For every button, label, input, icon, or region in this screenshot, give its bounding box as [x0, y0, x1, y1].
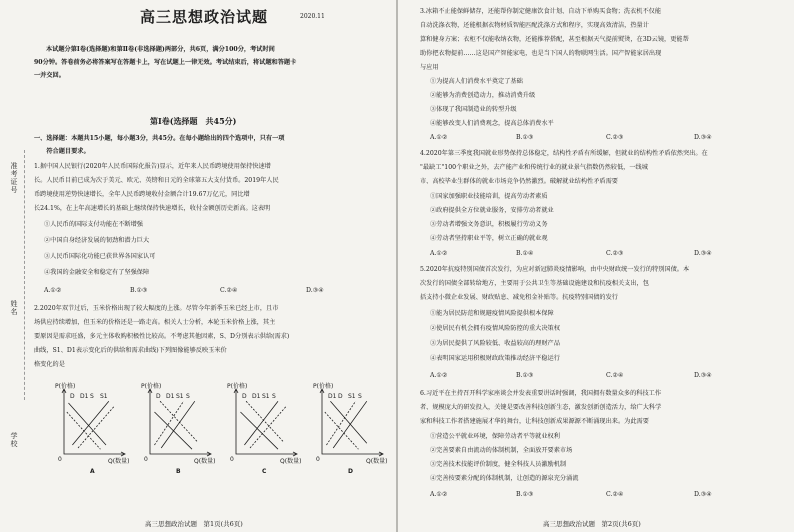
- q1-line: 长。人民币目前已成为次于美元、欧元、英镑和日元的全球第五大支付货币。2019年人民: [34, 177, 279, 184]
- q4-option-c: C.②③: [606, 250, 624, 257]
- q3-item: ①为提高人们消费水平奠定了基础: [430, 78, 523, 85]
- x-axis-label: Q(数量): [280, 458, 302, 465]
- q5-line: 次发行的国债全部转给地方，主要用于公共卫生等基础设施建设和抗疫相关支出，包: [420, 280, 649, 287]
- curve-label-s: S: [358, 393, 362, 400]
- q6-item: ②完善要素自由流动的体制机制，全面放开要素市场: [430, 447, 573, 454]
- curve-d: [68, 403, 106, 445]
- q3-item: ②能够为消费创造动力，推动消费升级: [430, 92, 536, 99]
- curve-d: [330, 401, 366, 443]
- q1-line: 币跨境使用逆势快速增长，全年人民币跨境收付金额合计19.67万亿元，同比增: [34, 191, 250, 198]
- q2-line: 曲线，S1、D1表示变化后的供给和需求曲线)下列图像能够反映玉米价: [34, 347, 227, 354]
- q5-line: 5.2020年抗疫特别国债首次发行，为应对新冠肺炎疫情影响，由中央财政统一发行的特别国债。本: [420, 266, 690, 273]
- supply-demand-chart-c: [226, 382, 306, 476]
- curve-label-d1: D1: [166, 393, 175, 400]
- y-axis-label: P(价格): [227, 383, 248, 390]
- q6-line: 家和科技工作者搭建施展才华的舞台，让科技创新成果源源不断涌现出来。为此需要: [420, 418, 649, 425]
- q1-option-a: A.①②: [44, 287, 62, 294]
- q3-line: 3.冰箱不止能保鲜储存，还能帮你制定健康饮食计划、自动下单购买食物；洗衣机不仅能: [420, 8, 662, 15]
- curve-label-s1: S1: [262, 393, 270, 400]
- curve-label-d: D: [156, 393, 161, 400]
- chart-option-label: B: [176, 468, 181, 475]
- q4-line: 市、高校毕业生群体的就业市场竞争仍然激烈。破解就业结构性矛盾需要: [420, 178, 618, 185]
- curve-label-d1: D1: [80, 393, 89, 400]
- instructions-line: 本试题分第Ⅰ卷(选择题)和第Ⅱ卷(非选择题)两部分，共6页，满分100分，考试时间: [46, 46, 275, 53]
- q6-item: ①营造公平就业环境，保障劳动者平等就业权利: [430, 433, 560, 440]
- chart-option-label: D: [348, 468, 353, 475]
- q6-line: 者、规模庞大的研发投入，关键是要改善科技创新生态，激发创新创造活力，给广大科学: [420, 404, 662, 411]
- q6-item: ③完善技术技能评价制度，健全科技人员激励机制: [430, 461, 567, 468]
- q4-item: ④劳动者坚持职业平等，树立正确的就业观: [430, 235, 548, 242]
- q4-item: ③劳动者增强文务意识，积极履行劳动义务: [430, 221, 548, 228]
- part-instructions-line: 符合题目要求。: [34, 148, 90, 155]
- page-footer: 高三思想政治试题 第2页(共6页): [543, 520, 641, 528]
- chart-option-label: A: [90, 468, 95, 475]
- q5-item: ①能为居民防范和规避疫情风险提供根本保障: [430, 310, 554, 317]
- binding-line: [24, 150, 25, 400]
- q5-option-b: B.①③: [516, 372, 534, 379]
- exam-date: 2020.11: [300, 13, 325, 20]
- q3-line: 算和健身方案；衣柜不仅能收纳衣物，还能推荐搭配，甚至根据天气提前熨烫，在3D云镜，更能帮: [420, 36, 689, 43]
- q1-item: ①人民币的国际支付功能在不断增强: [44, 221, 143, 228]
- q5-option-a: A.①②: [430, 372, 448, 379]
- q2-line: 格变化的是: [34, 361, 65, 368]
- q3-option-b: B.①③: [516, 134, 534, 141]
- origin-label: 0: [58, 456, 62, 463]
- q1-line: 1.据中国人民银行(2020年人民币国际化报告)显示，近年来人民币跨境使用保持快速增: [34, 163, 271, 170]
- side-label-exam-number: 准考证号: [10, 162, 18, 194]
- curve-label-d: D: [338, 393, 343, 400]
- q5-line: 括支持小微企业发展、财政贴息、减免租金补贴等。抗疫特别国债的发行: [420, 294, 618, 301]
- exam-page-2: [398, 0, 794, 532]
- q5-item: ③为居民提供了风险较低、收益较高的理财产品: [430, 340, 560, 347]
- q4-item: ①国家加强职业技能培训，提高劳动者素质: [430, 193, 548, 200]
- q4-line: "最缺工"100个职业之外，去产能产业和传统行业的就业景气指数仍然较低，一线城: [420, 164, 648, 171]
- curve-s1: [78, 406, 114, 448]
- q3-line: 助你把衣物提前……这是国产智能家电，也是当下国人的物联网生活。国产智能家居出现: [420, 50, 662, 57]
- y-axis-label: P(价格): [55, 383, 76, 390]
- origin-label: 0: [144, 456, 148, 463]
- curve-s: [333, 401, 367, 448]
- q1-item: ③人民币国际化功能已获世界各国家认可: [44, 253, 156, 260]
- curve-d: [240, 412, 278, 449]
- q6-item: ④完善按要素分配的体制机制，让创造的源泉充分涌流: [430, 475, 579, 482]
- q5-item: ④表明国家运用积极财政政策推动经济平稳运行: [430, 355, 560, 362]
- curve-s: [161, 401, 195, 448]
- q2-line: 场供应持续增加，但玉米的价格还是一路走高。相关人士分析，本轮玉米价格上涨，其主: [34, 319, 276, 326]
- q4-line: 4.2020年第三季度我国就业形势保持总体稳定，结构性矛盾有所缓解，但就业的结构性矛盾依然突出。在: [420, 150, 708, 157]
- side-label-school: 学校: [10, 432, 18, 448]
- q4-option-d: D.③④: [694, 250, 712, 257]
- curve-label-d1: D1: [252, 393, 261, 400]
- curve-s: [244, 401, 278, 445]
- instructions-line: 一并交回。: [34, 72, 65, 79]
- q5-option-c: C.②④: [606, 372, 624, 379]
- curve-label-s: S: [90, 393, 94, 400]
- q3-item: ③体现了我国制造业的转型升级: [430, 106, 517, 113]
- q6-option-a: A.①②: [430, 491, 448, 498]
- q3-option-d: D.③④: [694, 134, 712, 141]
- q3-option-c: C.②③: [606, 134, 624, 141]
- section-heading: 第Ⅰ卷(选择题 共45分): [150, 116, 237, 126]
- q4-option-a: A.①②: [430, 250, 448, 257]
- curve-label-s1: S1: [100, 393, 108, 400]
- q1-option-d: D.③④: [306, 287, 324, 294]
- q2-line: 要原因是需求旺盛，多元主体收购积极性比较高。不考虑其他因素，S、D分别表示供给(需求): [34, 333, 290, 340]
- chart-option-label: C: [262, 468, 267, 475]
- q6-option-d: D.③④: [694, 491, 712, 498]
- supply-demand-chart-d: [312, 382, 392, 476]
- part-instructions-line: 一、选择题：本题共15小题，每小题3分，共45分。在每小题给出的四个选项中，只有一项: [34, 135, 285, 142]
- q3-option-a: A.①②: [430, 134, 448, 141]
- curve-label-d1: D1: [328, 393, 337, 400]
- curve-label-s: S: [272, 393, 276, 400]
- curve-label-s1: S1: [176, 393, 184, 400]
- q3-line: 与应用: [420, 64, 439, 71]
- origin-label: 0: [316, 456, 320, 463]
- curve-label-s: S: [186, 393, 190, 400]
- curve-label-d: D: [70, 393, 75, 400]
- q1-option-b: B.①③: [130, 287, 148, 294]
- q1-line: 长24.1%，在上年高速增长的基础上继续保持快速增长，收付金额创历史新高。这表明: [34, 205, 271, 212]
- q1-option-c: C.②④: [220, 287, 238, 294]
- q6-option-b: B.①③: [516, 491, 534, 498]
- curve-label-s1: S1: [348, 393, 356, 400]
- q5-item: ②使居民有机会拥有疫情风险防控的重大决策权: [430, 325, 560, 332]
- q5-option-d: D.③④: [694, 372, 712, 379]
- x-axis-label: Q(数量): [366, 458, 388, 465]
- exam-page-1: [0, 0, 396, 532]
- instructions-line: 90分钟。答卷前务必将答案写在答题卡上，写在试题上一律无效。考试结束后，将试题和答题卡: [34, 59, 297, 66]
- side-label-name: 姓名: [10, 300, 18, 316]
- curve-label-d: D: [242, 393, 247, 400]
- q4-item: ②政府提供全方位就业服务，安排劳动者就业: [430, 207, 554, 214]
- exam-title: 高三思想政治试题: [140, 8, 269, 26]
- supply-demand-chart-b: [140, 382, 220, 476]
- x-axis-label: Q(数量): [108, 458, 130, 465]
- q4-option-b: B.①④: [516, 250, 534, 257]
- page-footer: 高三思想政治试题 第1页(共6页): [145, 520, 243, 528]
- y-axis-label: P(价格): [313, 383, 334, 390]
- q1-item: ④我国的金融安全和稳定有了坚强保障: [44, 269, 150, 276]
- q6-line: 6.习近平在主持召开科学家座谈会并发表重要讲话时强调，我国拥有数量众多的科技工作: [420, 390, 662, 397]
- origin-label: 0: [230, 456, 234, 463]
- q3-item: ④能够改变人们消费观念，提高总体消费水平: [430, 120, 554, 127]
- q3-line: 自动洗涤衣物，还能根据衣物材质智能匹配洗涤方式和程序，实现高效清洁，热量计: [420, 22, 649, 29]
- y-axis-label: P(价格): [141, 383, 162, 390]
- x-axis-label: Q(数量): [194, 458, 216, 465]
- q2-line: 2.2020年双节过后，玉米价格出现了较大幅度的上涨。尽管今年新季玉米已经上市，且市: [34, 305, 279, 312]
- q6-option-c: C.②④: [606, 491, 624, 498]
- supply-demand-chart-a: [54, 382, 134, 476]
- q1-item: ②中国自身经济发展的韧劲和潜力巨大: [44, 237, 150, 244]
- curve-d1: [325, 412, 359, 449]
